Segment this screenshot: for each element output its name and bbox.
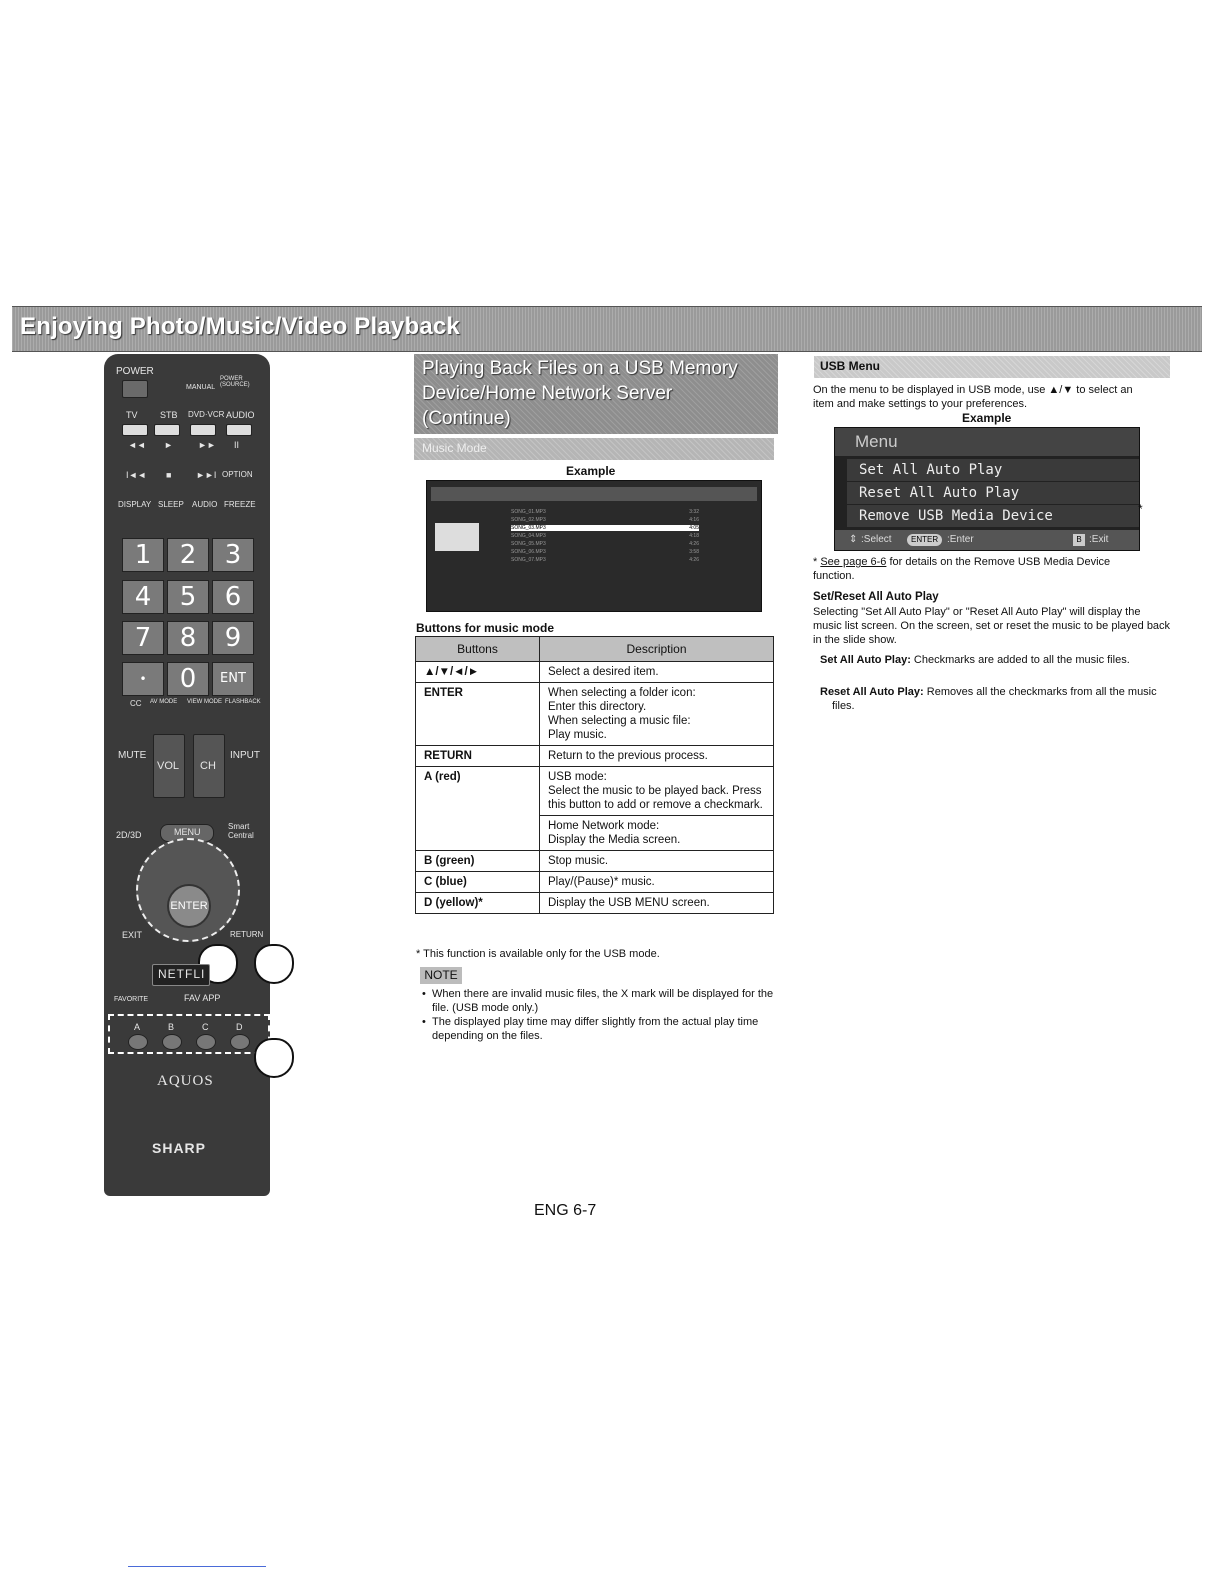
remote-flashback-label: FLASHBACK	[225, 699, 261, 705]
buttons-heading: Buttons for music mode	[416, 621, 555, 635]
remote-netflix-label: NETFLI	[158, 967, 206, 981]
remote-stop-label: ■	[166, 470, 172, 480]
remote-fav-app-label: FAV APP	[184, 993, 221, 1003]
remote-audio-button	[226, 424, 252, 436]
remote-key-d-label: D	[236, 1022, 243, 1032]
remote-key-dot: •	[122, 662, 164, 696]
table-header-row	[416, 637, 774, 662]
remote-dvd-button	[190, 424, 216, 436]
remote-tv-button	[122, 424, 148, 436]
remote-key-6: 6	[212, 580, 254, 614]
table-cell-desc: USB mode: Select the music to be played back. Press this button to add or remove a checkmark.	[540, 767, 774, 816]
updown-icon: ⇕	[849, 534, 858, 545]
remote-freeze-label: FREEZE	[224, 500, 256, 509]
remote-key-9: 9	[212, 621, 254, 655]
banner-title: Enjoying Photo/Music/Video Playback	[20, 313, 460, 340]
section-title: Playing Back Files on a USB Memory Device/Home Network Server (Continue)	[422, 358, 738, 429]
enter-key-icon: ENTER	[907, 534, 942, 546]
table-cell-desc: Home Network mode: Display the Media screen.	[540, 816, 774, 851]
song-row: SONG_07.MP3 4:26	[511, 557, 699, 563]
page-banner	[12, 306, 1202, 352]
remote-power-button	[122, 380, 148, 398]
aquos-logo: AQUOS	[157, 1073, 214, 1089]
remote-key-1: 1	[122, 538, 164, 572]
table-row	[416, 893, 774, 914]
footer-select: :Select	[861, 534, 892, 545]
remote-dvd-label: DVD·VCR	[188, 410, 225, 419]
table-cell-button: C (blue)	[416, 872, 540, 893]
note-list	[422, 987, 774, 1043]
set-reset-heading: Set/Reset All Auto Play	[813, 591, 939, 603]
remote-avmode-label: AV MODE	[150, 699, 178, 705]
remote-favorite-label: FAVORITE	[114, 996, 149, 1003]
table-cell-button: B (green)	[416, 851, 540, 872]
remote-audio2-label: AUDIO	[192, 500, 218, 509]
table-row	[416, 662, 774, 683]
remote-key-2: 2	[167, 538, 209, 572]
usb-menu-bar	[814, 356, 1170, 378]
pointing-hand-icon	[254, 1038, 294, 1078]
remote-ch-label: CH	[200, 760, 216, 772]
remote-key-0: 0	[167, 662, 209, 696]
table-cell-desc: Display the USB MENU screen.	[540, 893, 774, 914]
table-cell-desc: Stop music.	[540, 851, 774, 872]
remote-input-label: INPUT	[230, 750, 260, 761]
music-mode-label: Music Mode	[422, 441, 487, 455]
example-label: Example	[566, 464, 616, 478]
note-item: • When there are invalid music files, the X mark will be displayed for the file. (USB mode only.)	[422, 988, 774, 1014]
remote-2d3d-label: 2D/3D	[116, 830, 142, 840]
table-cell-button: ENTER	[416, 683, 540, 746]
remote-next-label: ►►I	[196, 470, 217, 480]
remote-prev-label: I◄◄	[126, 470, 147, 480]
note-item: • The displayed play time may differ slightly from the actual play time depending on the files.	[422, 1016, 759, 1042]
remote-viewmode-label: VIEW MODE	[187, 699, 223, 705]
set-reset-body: Selecting "Set All Auto Play" or "Reset All Auto Play" will display the music list screen. On the screen, set or reset the music to be played back in the slide show.	[813, 606, 1171, 646]
song-row: SONG_04.MP3 4:18	[511, 533, 699, 539]
menu-screen-title: Menu	[835, 428, 1139, 456]
remote-return-label: RETURN	[230, 930, 264, 939]
remote-sleep-label: SLEEP	[158, 500, 184, 509]
remote-key-7: 7	[122, 621, 164, 655]
remote-key-3: 3	[212, 538, 254, 572]
see-page-note: * See page 6-6 for details on the Remove USB Media Device function.	[813, 556, 1111, 582]
remote-key-ent: ENT	[212, 662, 254, 696]
folder-tabs	[431, 487, 757, 501]
usb-menu-screenshot	[834, 427, 1140, 551]
remote-cc-label: CC	[130, 699, 142, 708]
remote-exit-label: EXIT	[122, 930, 143, 940]
music-mode-bar	[414, 438, 774, 460]
remote-power-label: POWER	[116, 366, 154, 377]
song-row: SONG_01.MP3 3:32	[511, 509, 699, 515]
footer-enter: :Enter	[947, 534, 974, 545]
remote-play-label: ►	[164, 440, 173, 450]
remote-power-source-label: POWER (SOURCE)	[220, 376, 250, 388]
remote-key-b	[162, 1034, 182, 1050]
asterisk-mark: *	[1138, 502, 1143, 516]
remote-control-illustration	[104, 354, 270, 1196]
footer-line	[128, 1566, 266, 1567]
remote-key-4: 4	[122, 580, 164, 614]
remote-key-5: 5	[167, 580, 209, 614]
menu-footer	[835, 530, 1139, 550]
buttons-table	[415, 636, 774, 914]
music-screen-example	[426, 480, 762, 612]
footer-exit: :Exit	[1089, 534, 1109, 545]
remote-key-c	[196, 1034, 216, 1050]
remote-menu-label: MENU	[174, 827, 201, 837]
table-cell-button: D (yellow)*	[416, 893, 540, 914]
menu-item-set-all: Set All Auto Play	[847, 459, 1139, 481]
remote-stb-button	[154, 424, 180, 436]
remote-key-c-label: C	[202, 1022, 209, 1032]
table-cell-desc: Select a desired item.	[540, 662, 774, 683]
b-key-icon: B	[1073, 534, 1085, 546]
page-number: ENG 6-7	[534, 1202, 597, 1219]
see-page-link[interactable]: See page 6-6	[820, 556, 887, 568]
usb-example-label: Example	[962, 411, 1012, 425]
table-header: Buttons	[416, 637, 540, 662]
remote-manual-label: MANUAL	[186, 384, 216, 391]
remote-key-a	[128, 1034, 148, 1050]
remote-rewind-label: ◄◄	[128, 440, 146, 450]
song-row-selected: SONG_03.MP3 4:05	[511, 525, 699, 531]
song-row: SONG_02.MP3 4:16	[511, 517, 699, 523]
table-cell-desc: Play/(Pause)* music.	[540, 872, 774, 893]
menu-item-reset-all: Reset All Auto Play	[847, 482, 1139, 504]
remote-key-d	[230, 1034, 250, 1050]
table-row	[416, 767, 774, 816]
remote-smart-central-label: Smart Central	[228, 822, 254, 840]
remote-tv-label: TV	[126, 410, 138, 420]
section-title-box	[414, 354, 778, 434]
set-all-desc: Set All Auto Play: Checkmarks are added to all the music files.	[820, 654, 1130, 666]
remote-mute-label: MUTE	[118, 750, 147, 761]
remote-option-label: OPTION	[222, 470, 253, 479]
pointing-hand-icon	[254, 944, 294, 984]
remote-ff-label: ►►	[198, 440, 216, 450]
table-row	[416, 683, 774, 746]
song-row: SONG_06.MP3 3:58	[511, 549, 699, 555]
usb-menu-heading: USB Menu	[820, 359, 880, 373]
remote-enter-button: ENTER	[167, 884, 211, 928]
keyboard-thumbnail	[435, 523, 479, 551]
table-row	[416, 851, 774, 872]
remote-stb-label: STB	[160, 410, 178, 420]
remote-audio-label: AUDIO	[226, 410, 255, 420]
table-row	[416, 872, 774, 893]
table-footnote: * This function is available only for the USB mode.	[416, 948, 660, 960]
table-header: Description	[540, 637, 774, 662]
remote-display-label: DISPLAY	[118, 500, 152, 509]
table-cell-desc: Return to the previous process.	[540, 746, 774, 767]
remote-key-b-label: B	[168, 1022, 175, 1032]
note-badge: NOTE	[420, 967, 462, 984]
table-cell-button: A (red)	[416, 767, 540, 851]
remote-vol-label: VOL	[157, 760, 180, 772]
song-row: SONG_05.MP3 4:26	[511, 541, 699, 547]
remote-pause-label: II	[234, 440, 240, 450]
table-cell-button: RETURN	[416, 746, 540, 767]
remote-key-8: 8	[167, 621, 209, 655]
menu-item-remove-usb: Remove USB Media Device	[847, 505, 1139, 527]
table-row	[416, 746, 774, 767]
table-cell-desc: When selecting a folder icon: Enter this directory. When selecting a music file: Play music.	[540, 683, 774, 746]
sharp-logo: SHARP	[152, 1140, 207, 1156]
usb-menu-intro: On the menu to be displayed in USB mode, use ▲/▼ to select an item and make settings to your preferences.	[813, 384, 1133, 410]
reset-all-desc: Reset All Auto Play: Removes all the checkmarks from all the music files.	[820, 686, 1157, 712]
remote-key-a-label: A	[134, 1022, 141, 1032]
table-cell-button: ▲/▼/◄/►	[416, 662, 540, 683]
